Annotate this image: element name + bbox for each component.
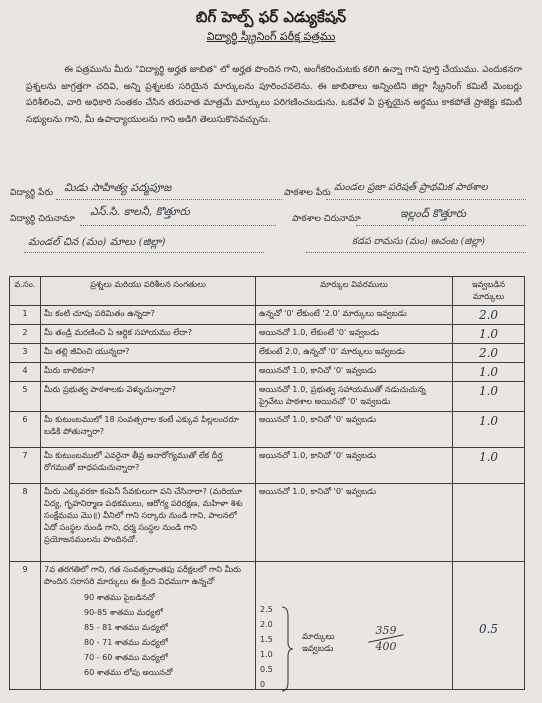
row-mark-details: మార్కులు ఇవ్వబడు (302, 632, 335, 654)
table-row (10, 484, 525, 562)
grade-mark: 0.5 (260, 665, 273, 674)
table-row (10, 344, 525, 363)
row-mark-details: అయినచో 1.0, కానిచో '0' ఇవ్వబడు (256, 363, 453, 382)
school-address-label: పాఠశాల చిరునామా (292, 214, 361, 224)
grade-marks (260, 602, 273, 692)
row-mark: 2.0 (453, 306, 525, 325)
row-question: మీ కంటి చూపు పరిమితం ఉన్నదా? (41, 306, 256, 325)
row-number: 8 (10, 484, 41, 562)
header-serial: వ.సం. (10, 277, 41, 306)
document-title: బిగ్ హెల్ప్ ఫర్ ఎడ్యుకేషన్ (195, 8, 347, 26)
school-address-line (356, 225, 526, 226)
row-mark: 1.0 (453, 412, 525, 448)
row-mark: 1.0 (453, 363, 525, 382)
table-row (10, 363, 525, 382)
table-row (10, 412, 525, 448)
row-question: మీరు ప్రభుత్వ పాఠశాలకు వెళ్ళుచున్నారా? (41, 382, 256, 412)
grade-band: 90 శాతము పైబడినచో (84, 593, 155, 602)
row-question: 7వ తరగతిలో గాని, గత సంవత్సరాంతపు పరీక్షలలో గాని మీరు పొందిన సరాసరి మార్కులు ఈ క్రింది విధముగా ఉన్నచో (44, 564, 241, 586)
student-address-label: విద్యార్థి చిరునామా (10, 214, 75, 224)
grade-band: 90-85 శాతము మధ్యలో (84, 608, 163, 617)
row-mark: 1.0 (453, 448, 525, 484)
screening-table (9, 276, 525, 690)
row-question-9 (41, 562, 256, 690)
school-mandal-line (306, 252, 526, 253)
school-name-label: పాఠశాల పేరు (284, 188, 331, 198)
grade-band: 85 - 81 శాతము మధ్యలో (84, 623, 168, 632)
row-mark-details: అయినచో 1.0, లేకుంటే '0' ఇవ్వబడు (256, 325, 453, 344)
table-row (10, 562, 525, 690)
row-mark: 0.5 (453, 562, 525, 690)
row-question: మీ తల్లి జీవించి యున్నదా? (41, 344, 256, 363)
header-marks-given: ఇవ్వబడిన మార్కులు (453, 277, 525, 306)
row-number: 4 (10, 363, 41, 382)
student-name-label: విద్యార్థి పేరు (10, 188, 53, 198)
intro-paragraph: ఈ పత్రమును మీరు "విద్యార్థి అర్హత జాబిత" లో అర్హత పొందిన గాని, అంగీకరించుటకు కలిగి ఉన్నా గాని పూర్తి చేయుము. ఎందుకనగా ప్రశ్నలను జాగ్రత్తగా చదివి, అన్ని ప్రశ్నలకు సరియైన మార్కులను పూరించవలెను. ఈ జాబితాలు అన్నింటిని జిల్లా స్క్రీనింగ్ కమిటీ మెంబర్లు పరిశీలించి, వారి అధికారి సంతకం చేసిన తరువాత మాత్రమే మార్కులు పరిగణించబడును. ఒకవేళ ఏ ప్రశ్నయైన అర్థము కాకపోతే ప్రాజెక్టు కమిటీ సభ్యులను గాని, మీ ఉపాధ్యాయులను గాని అడిగి తెలుసుకొనవచ్చును. (26, 65, 522, 125)
grade-mark: 2.5 (260, 605, 273, 614)
table-header-row (10, 277, 525, 306)
row-mark: 1.0 (453, 325, 525, 344)
row-mark-details: అయినచో 1.0, కానిచో '0' ఇవ్వబడు (256, 484, 453, 562)
table-row (10, 382, 525, 412)
row-mark: 1.0 (453, 382, 525, 412)
grade-mark: 0 (260, 680, 266, 689)
school-address-value: ఇల్లంద్ కొత్తూరు (400, 207, 467, 220)
school-mandal-value: కడప రామసు (మం) ఆచంట (జిల్లా) (352, 236, 485, 247)
table-row (10, 306, 525, 325)
row-mark-details: అయినచో 1.0, కానిచో '0' ఇవ్వబడు (256, 412, 453, 448)
row-mark: 2.0 (453, 344, 525, 363)
row-question: మీ కుటుంబములో ఎవరైనా తీవ్ర అనారోగ్యముతో లేక దీర్ఘ రోగముతో బాధపడుచున్నారా? (41, 448, 256, 484)
row-number: 2 (10, 325, 41, 344)
row-number: 1 (10, 306, 41, 325)
student-address-value: ఎస్.సి. కాలనీ, కొత్తూరు (90, 205, 190, 218)
fraction-numerator: 359 (375, 624, 397, 637)
row-number: 7 (10, 448, 41, 484)
row-mark-details-9 (256, 562, 453, 690)
row-number: 5 (10, 382, 41, 412)
school-name-value: మండల ప్రజా పరిషత్ ప్రాథమిక పాఠశాల (334, 182, 488, 193)
row-question: మీ కుటుంబములో 18 సంవత్సరాల కంటే ఎక్కువ పిల్లలందరూ బడికి పోతున్నారా? (41, 412, 256, 448)
row-question: మీరు ఎక్కువరకా కంపెనీ సేవకులుగా పని చేసినారా? (మరియూ విద్య, గృహనిర్మాణ పథకములు, ఆరోగ్య పరిరక్షణ, మహిళా శిశు సంక్షేమము మొ॥) వీనిలో గాని సర్కారు నుండి గాని, పాలనలో ఏదో సంస్థల నుండి గాని, ధర్మ సంస్థల నుండి గాని ప్రయోజనములను పొందినచో. (41, 484, 256, 562)
grade-band: 60 శాతము లోపు అయినచో (84, 668, 173, 677)
table-row (10, 448, 525, 484)
brace-icon (280, 606, 294, 692)
grade-band: 80 - 71 శాతము మధ్యలో (84, 638, 168, 647)
grade-mark: 2.0 (260, 620, 273, 629)
row-mark-details: అయినచో 1.0, కానిచో '0' ఇవ్వబడు (256, 448, 453, 484)
grade-mark: 1.0 (260, 650, 273, 659)
student-address-line (80, 225, 276, 226)
document-subtitle: విద్యార్థి స్క్రీనింగ్ పరీక్ష పత్రము (206, 30, 336, 43)
student-name-value: మిడు సాహిత్య పద్మపూజ (64, 181, 172, 194)
row-number: 9 (10, 562, 41, 690)
row-mark (453, 484, 525, 562)
student-mandal-line (24, 252, 264, 253)
fraction-denominator: 400 (375, 640, 397, 653)
grade-bands (44, 588, 252, 680)
table-row (10, 325, 525, 344)
row-number: 3 (10, 344, 41, 363)
row-mark-details: ఉన్నచో '0' లేకుంటే '2.0' మార్కులు ఇవ్వబడు (256, 306, 453, 325)
header-mark-details: మార్కుల వివరములు (256, 277, 453, 306)
school-name-line (326, 199, 526, 200)
grade-band: 70 - 60 శాతము మధ్యలో (84, 653, 168, 662)
row-question: మీ తండ్రి మరణించి ఏ ఆర్థిక సహాయము లేదా? (41, 325, 256, 344)
row-mark-details: అయినచో 1.0, ప్రభుత్వ సహాయముతో నడుచుచున్న ప్రైవేటు పాఠశాల అయినచో '0' ఇవ్వబడు (256, 382, 453, 412)
student-name-line (56, 199, 282, 200)
row-question: మీరు బాలికనా? (41, 363, 256, 382)
obtained-marks-fraction (368, 624, 404, 653)
student-mandal-value: మండల్ చిన (మం) మాలు (జిల్లా) (28, 236, 166, 248)
row-mark-details: లేకుంటే 2.0, ఉన్నచో '0' మార్కులు ఇవ్వబడు (256, 344, 453, 363)
row-number: 6 (10, 412, 41, 448)
header-questions: ప్రశ్నలు మరియు పరిశీలన సంగతులు (41, 277, 256, 306)
grade-mark: 1.5 (260, 635, 273, 644)
